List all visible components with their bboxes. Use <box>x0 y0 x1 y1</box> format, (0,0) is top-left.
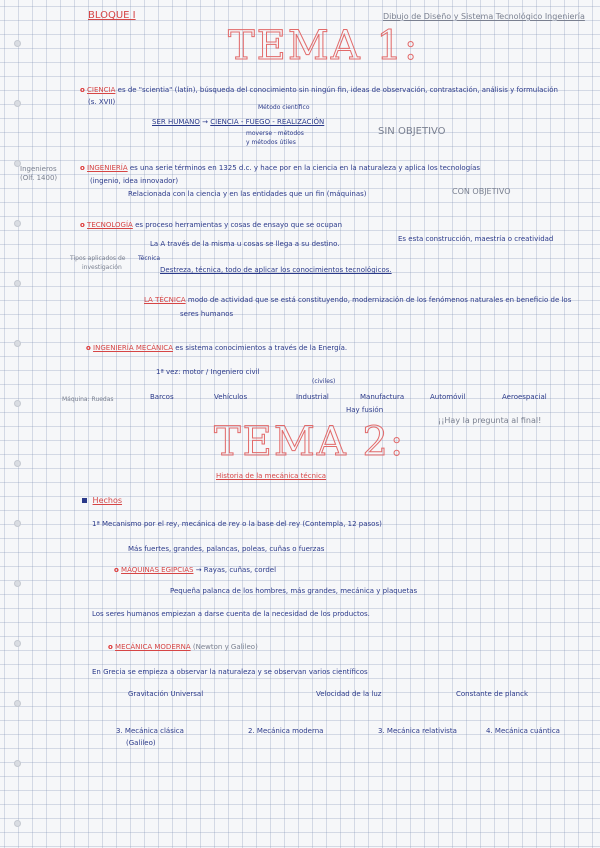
mec-moderna-text: En Grecia se empieza a observar la naturaleza y se observan varios científicos <box>92 668 368 676</box>
ingenieria-side: CON OBJETIVO <box>452 187 511 196</box>
diagram-below2: y métodos útiles <box>246 139 296 146</box>
mec-moderna-lead: MECÁNICA MODERNA <box>115 643 191 651</box>
maquinas-text: Rayas, cuñas, cordel <box>203 566 277 574</box>
ciencia-diagram: SER HUMANO → CIENCIA - FUEGO - REALIZACIÓN <box>152 118 325 126</box>
bottom-0: 3. Mecánica clásica <box>116 727 184 735</box>
ingenieria-line: o INGENIERÍA es una serie términos en 1325 d.c. y hace por en la ciencia en la naturaleza y aplica los tecnologías <box>80 164 481 172</box>
bullet-square-icon <box>82 498 87 503</box>
bottom-2: 3. Mecánica relativista <box>378 727 457 735</box>
tecnologia-side: Es esta construcción, maestría o creatividad <box>398 235 554 243</box>
mod-item-1: Velocidad de la luz <box>316 690 382 698</box>
maquinas-line: o MÁQUINAS EGIPCIAS → Rayas, cuñas, cordel <box>114 566 277 574</box>
ingenieria-text: es una serie términos en 1325 d.c. y hace por en la ciencia en la naturaleza y aplica los tecnologías <box>129 164 481 172</box>
tema2-p1: 1ª Mecanismo por el rey, mecánica de rey o la base del rey (Contempla, 12 pasos) <box>92 520 382 528</box>
bottom-0-sub: (Galileo) <box>126 739 156 747</box>
mec-moderna-paren: (Newton y Galileo) <box>192 643 258 651</box>
tecnica-text: modo de actividad que se está constituyendo, modernización de los fenómenos naturales en beneficio de los <box>187 296 572 304</box>
ingenieria-margin1: Ingenieros <box>20 165 57 173</box>
mec-note: ¡¡Hay la pregunta al final! <box>438 416 542 425</box>
tecnologia-arrow1: La A través de la misma u cosas se llega a su destino. <box>150 240 340 248</box>
tema2-subtitle: Historia de la mecánica técnica <box>216 472 327 480</box>
ingenieria-margin2: (Olf. 1400) <box>20 174 58 182</box>
ciencia-text2: (s. XVII) <box>88 98 116 106</box>
bottom-1: 2. Mecánica moderna <box>248 727 324 735</box>
bottom-3: 4. Mecánica cuántica <box>486 727 560 735</box>
ingenieria-lead: INGENIERÍA <box>87 164 128 172</box>
tecnica-text2: seres humanos <box>180 310 234 318</box>
mec-item-3: Manufactura <box>360 393 405 401</box>
ingenieria-text2: (ingenio, idea innovador) <box>90 177 179 185</box>
tecnica-lead: LA TÉCNICA <box>144 296 186 304</box>
ing-mecanica-sub-small: (civiles) <box>312 378 336 385</box>
mec-item-1: Vehículos <box>214 393 248 401</box>
tecnologia-lead: TECNOLOGÍA <box>87 221 133 229</box>
tecnologia-def <box>160 266 392 275</box>
course-label: Dibujo de Diseño y Sistema Tecnológico Ingeniería <box>383 12 585 21</box>
ciencia-diagram-top: Método científico <box>258 104 310 111</box>
diagram-prefix: SER HUMANO <box>152 118 200 126</box>
tecnica-tag: Técnica <box>138 255 161 262</box>
ing-mecanica-lead: INGENIERÍA MECÁNICA <box>93 344 173 352</box>
diagram-below1: moverse · métodos <box>246 130 304 137</box>
mec-item-5: Aeroespacial <box>502 393 547 401</box>
tema1-title: TEMA 1: <box>228 23 420 69</box>
maquinas-lead: MÁQUINAS EGIPCIAS <box>121 566 194 574</box>
mec-moderna-line: o MECÁNICA MODERNA (Newton y Galileo) <box>108 643 258 651</box>
ing-mecanica-margin: Máquina: Ruedas <box>62 396 114 403</box>
hechos-line <box>82 496 122 506</box>
ing-mecanica-text: es sistema conocimientos a través de la Energía. <box>175 344 348 352</box>
mec-item-4: Automóvil <box>430 393 466 401</box>
tecnologia-margin1: Tipos aplicados de <box>70 255 126 262</box>
tecnologia-line: o TECNOLOGÍA es proceso herramientas y cosas de ensayo que se ocupan <box>80 221 343 229</box>
block-label: BLOQUE I <box>88 10 136 21</box>
tecnologia-margin2: investigación <box>82 264 122 271</box>
ciencia-lead: CIENCIA <box>87 86 116 94</box>
ing-mecanica-line: o INGENIERÍA MECÁNICA es sistema conocimientos a través de la Energía. <box>86 344 348 352</box>
tecnica-line <box>144 296 571 305</box>
ciencia-side: SIN OBJETIVO <box>378 126 446 137</box>
tema2-p1-sub: Más fuertes, grandes, palancas, poleas, cuñas o fuerzas <box>128 545 325 553</box>
mec-item-2: Industrial <box>296 393 329 401</box>
tecnologia-def-text: Destreza, técnica, todo de aplicar los conocimientos tecnológicos. <box>160 266 392 274</box>
ciencia-text: es de "scientia" (latín), búsqueda del conocimiento sin ningún fin, ideas de observación, contrastación, análisis y formulación <box>117 86 558 94</box>
mec-items-sub: Hay fusión <box>346 406 384 414</box>
tecnologia-text: es proceso herramientas y cosas de ensayo que se ocupan <box>135 221 343 229</box>
mec-item-0: Barcos <box>150 393 174 401</box>
tema2-title: TEMA 2: <box>214 419 406 465</box>
ingenieria-sub: Relacionada con la ciencia y en las entidades que un fin (máquinas) <box>128 190 367 198</box>
ciencia-line: o CIENCIA es de "scientia" (latín), búsqueda del conocimiento sin ningún fin, ideas de observación, contrastación, análisis y formulación <box>80 86 558 94</box>
ing-mecanica-sub: 1ª vez: motor / Ingeniero civil <box>156 368 260 376</box>
mod-item-0: Gravitación Universal <box>128 690 204 698</box>
diagram-chain: CIENCIA - FUEGO - REALIZACIÓN <box>210 118 325 126</box>
tema2-p2: Los seres humanos empiezan a darse cuenta de la necesidad de los productos. <box>92 610 370 618</box>
hechos-heading: Hechos <box>92 496 123 505</box>
maquinas-sub: Pequeña palanca de los hombres, más grandes, mecánica y plaquetas <box>170 587 418 595</box>
mod-item-2: Constante de planck <box>456 690 528 698</box>
